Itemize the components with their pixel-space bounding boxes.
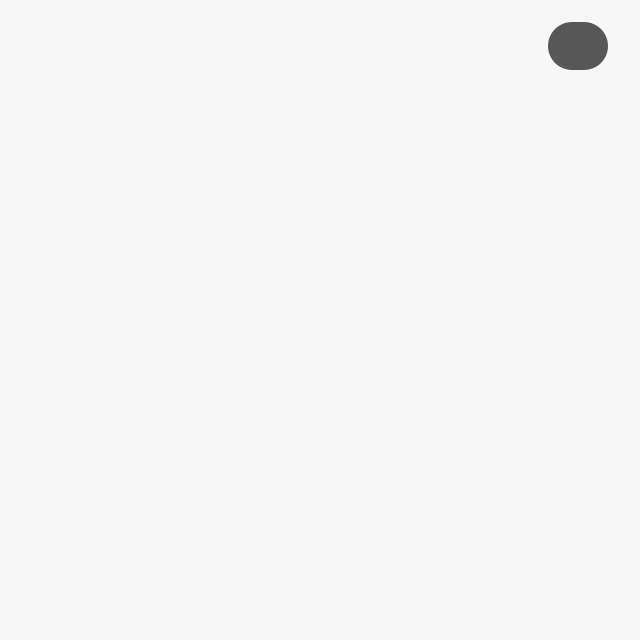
page-indicator-badge[interactable] (548, 22, 608, 70)
